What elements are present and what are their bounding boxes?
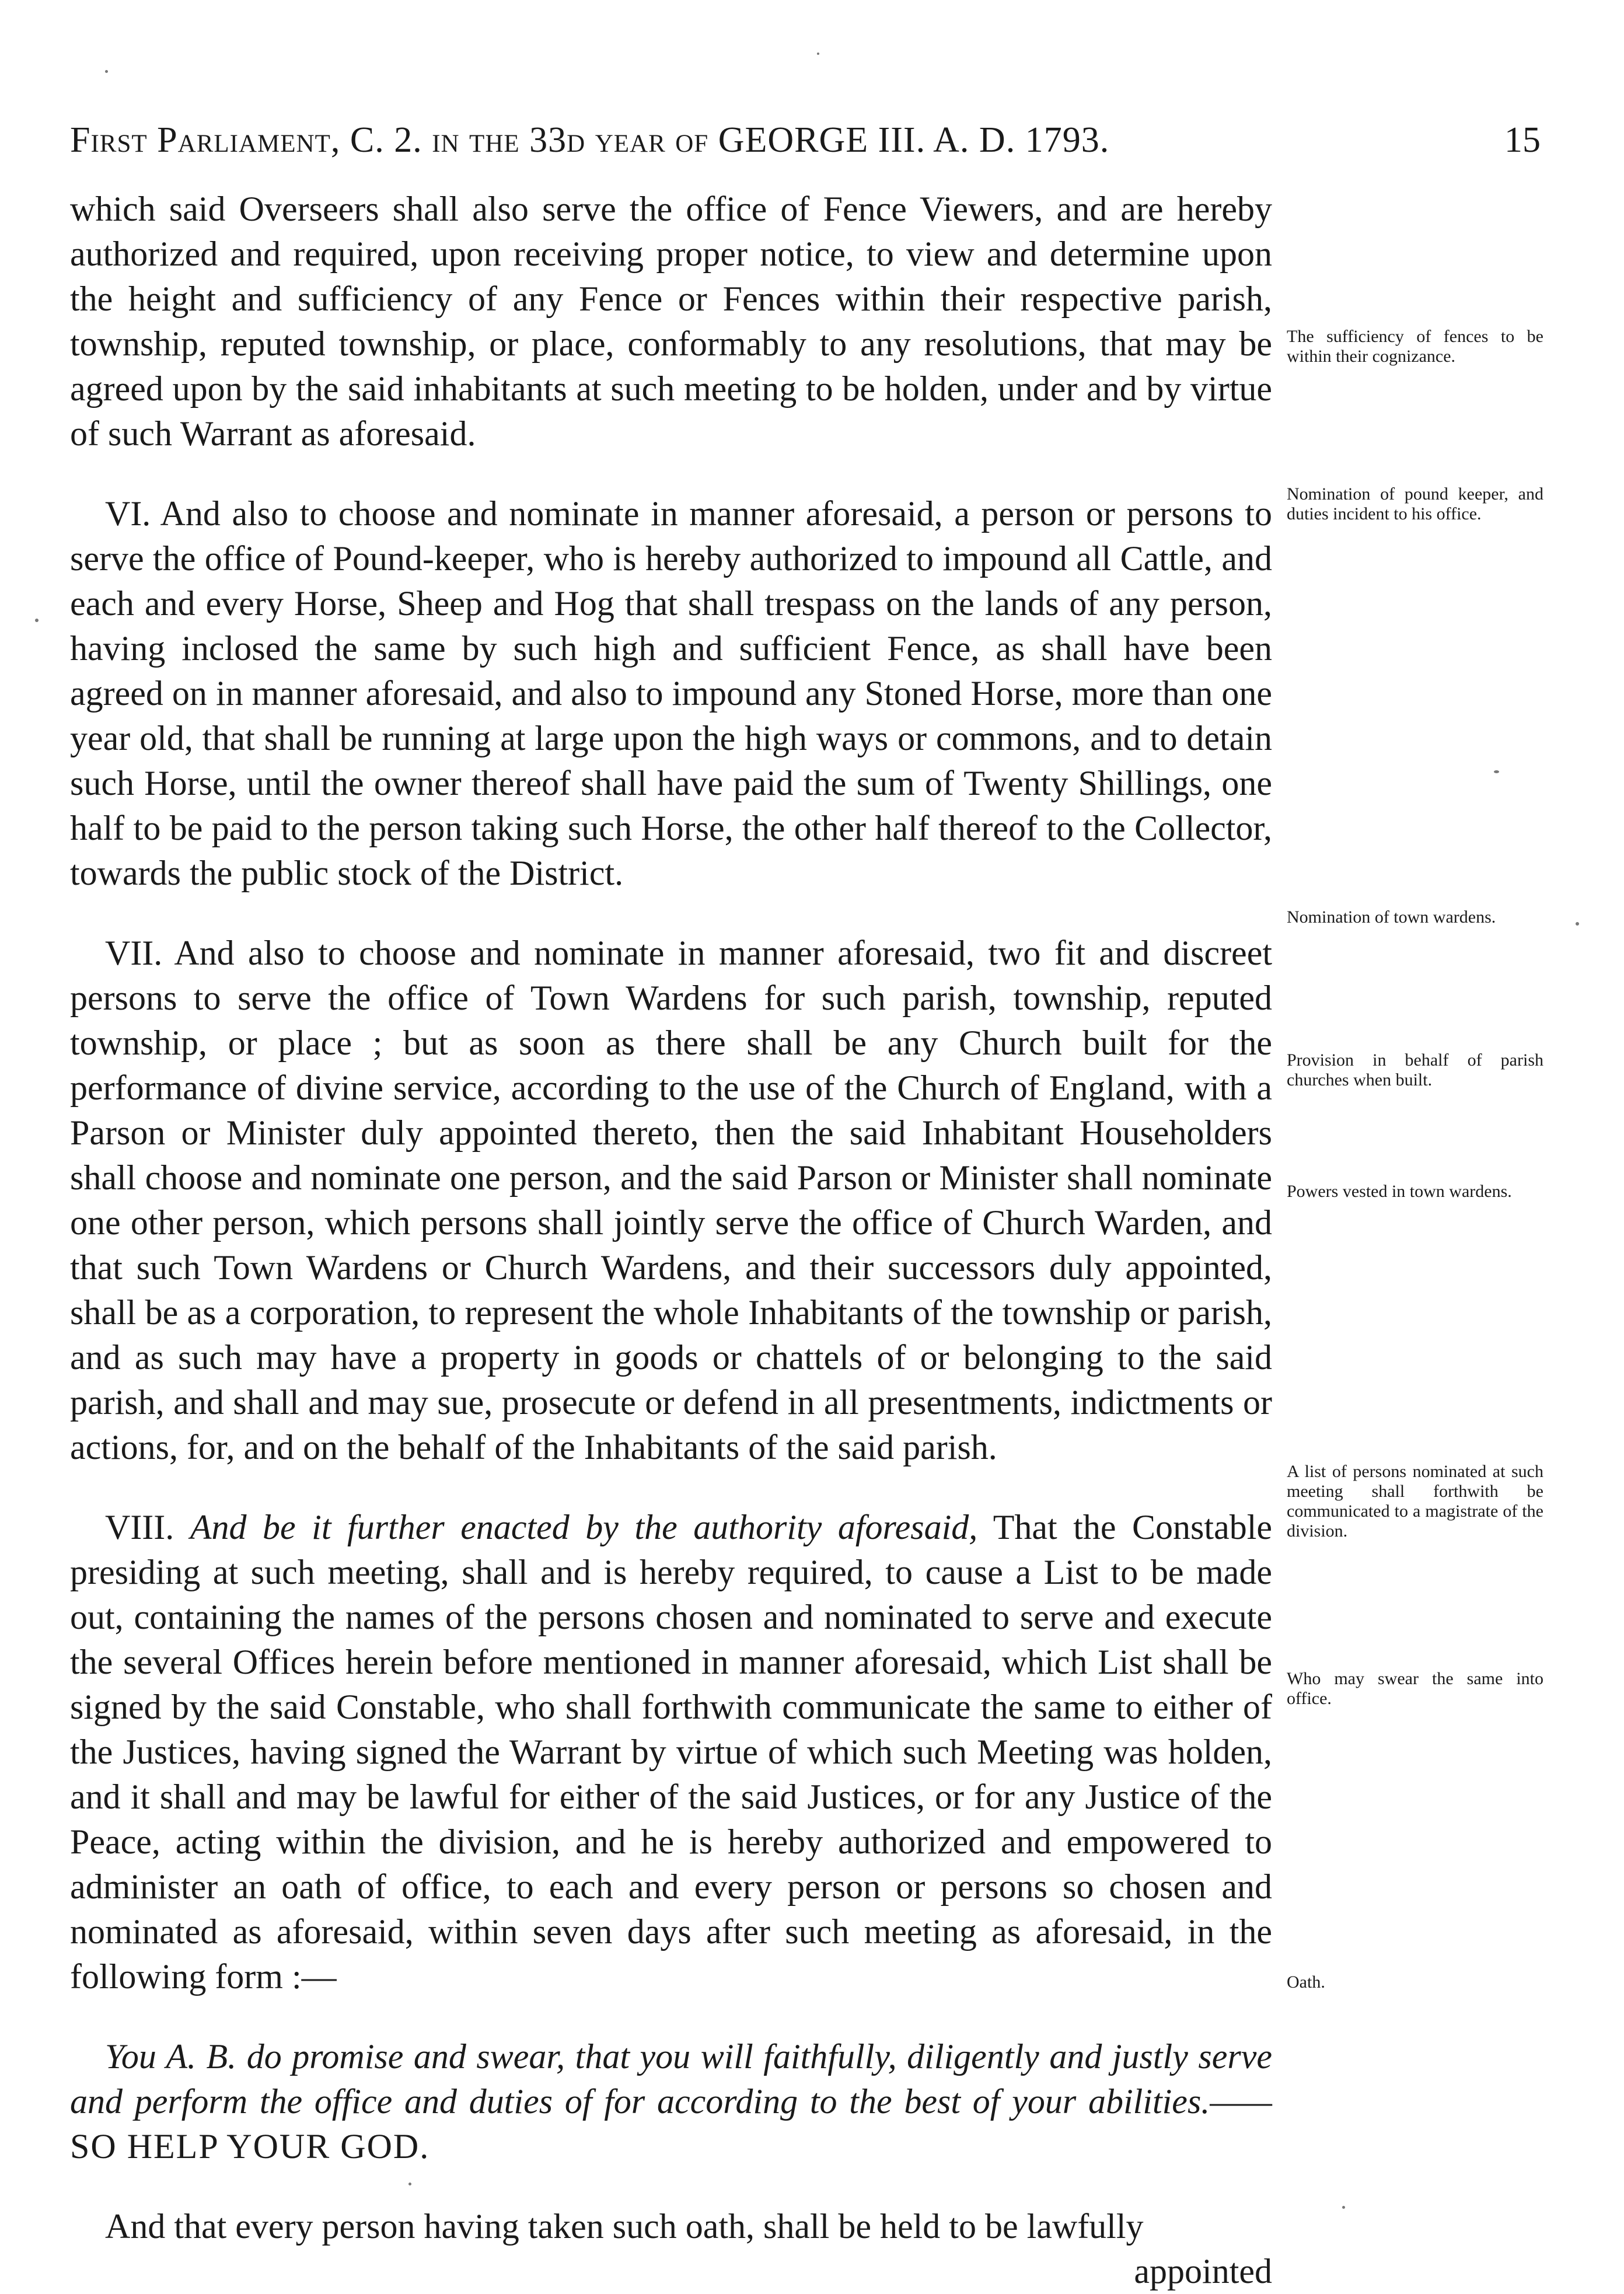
- marginal-note-pound-keeper: Nomination of pound keeper, and duties incident to his office.: [1287, 484, 1543, 523]
- marginal-note-town-wardens: Nomination of town wardens.: [1287, 907, 1496, 927]
- section-number: VIII.: [105, 1508, 174, 1546]
- running-head: First Parliament, C. 2. in the 33d year of GEORGE III. A. D. 1793.: [70, 120, 1110, 160]
- main-text-column: [70, 187, 1272, 2294]
- scan-speck: [1494, 770, 1499, 773]
- running-header: [70, 117, 1541, 163]
- scan-speck: [35, 619, 39, 622]
- page-number: 15: [1504, 120, 1541, 160]
- marginal-note-parish-churches: Provision in behalf of parish churches when built.: [1287, 1050, 1543, 1090]
- scan-speck: [105, 70, 108, 73]
- section-vii: VII. And also to choose and nominate in manner aforesaid, two fit and discreet persons to serve the office of Town Wardens for such parish, township, reputed township, or place ; but as soon as there shall be any Church built for the performance of divine service, according to the use of the Church of England, with a Parson or Minister duly appointed thereto, then the said Inhabitant Householders shall choose and nominate one person, and the said Parson or Minister shall nominate one other person, which persons shall jointly serve the office of Church Warden, and that such Town Wardens or Church Wardens, and their successors duly appointed, shall be as a corporation, to represent the whole Inhabitants of the township or parish, and as such may have a property in goods or chattels of or belonging to the said parish, and shall and may sue, prosecute or defend in all presentments, indictments or actions, for, and on the behalf of the Inhabitants of the said parish.: [70, 934, 1272, 1467]
- marginal-note-powers: Powers vested in town wardens.: [1287, 1182, 1512, 1201]
- catchword: appointed: [1134, 2252, 1272, 2290]
- marginal-note-list: A list of persons nominated at such meeting shall forthwith be communicated to a magistrate of the division.: [1287, 1462, 1543, 1541]
- marginal-note-oath: Oath.: [1287, 1972, 1325, 1992]
- final-paragraph: And that every person having taken such oath, shall be held to be lawfully: [105, 2207, 1144, 2246]
- marginal-note-swear: Who may swear the same into office.: [1287, 1669, 1543, 1708]
- marginal-note-fences: The sufficiency of fences to be within their cognizance.: [1287, 327, 1543, 366]
- section-vi: VI. And also to choose and nominate in manner aforesaid, a person or persons to serve the office of Pound-keeper, who is hereby authorized to impound all Cattle, and each and every Horse, Sheep and Hog that shall trespass on the lands of any person, having inclosed the same by such high and sufficient Fence, as shall have been agreed on in manner aforesaid, and also to impound any Stoned Horse, more than one year old, that shall be running at large upon the high ways or commons, and to detain such Horse, until the owner thereof shall have paid the sum of Twenty Shillings, one half to be paid to the person taking such Horse, the other half thereof to the Collector, towards the public stock of the District.: [70, 494, 1272, 892]
- oath-form: [70, 2034, 1272, 2169]
- enacting-clause: And be it further enacted by the authority aforesaid,: [190, 1508, 978, 1546]
- section-viii-text: That the Constable presiding at such meeting, shall and is hereby required, to cause a List to be made out, containing the names of the persons chosen and nominated to serve and execute the several Offices herein before mentioned in manner aforesaid, which List shall be signed by the said Constable, who shall forthwith communicate the same to either of the Justices, having signed the Warrant by virtue of which such Meeting was holden, and it shall and may be lawful for either of the said Justices, or for any Justice of the Peace, acting within the division, and he is hereby authorized and empowered to administer an oath of office, to each and every person or persons so chosen and nominated as aforesaid, within seven days after such meeting as aforesaid, in the following form :—: [70, 1508, 1272, 1996]
- scan-speck: [1342, 2206, 1345, 2209]
- oath-closing: SO HELP YOUR GOD.: [70, 2127, 430, 2166]
- scan-speck: [408, 2183, 411, 2185]
- section-viii: [70, 1505, 1272, 1999]
- oath-text: You A. B. do promise and swear, that you will faithfully, diligently and justly serve and perform the office and duties of for according to the best of your abilities.——: [70, 2037, 1272, 2121]
- scan-speck: [1576, 922, 1579, 926]
- paragraph-continuation: which said Overseers shall also serve the office of Fence Viewers, and are hereby authorized and required, upon receiving proper notice, to view and determine upon the height and sufficiency of any Fence or Fences within their respective parish, township, reputed township, or place, conformably to any resolutions, that may be agreed upon by the said inhabitants at such meeting to be holden, under and by virtue of such Warrant as aforesaid.: [70, 190, 1272, 453]
- scan-speck: [817, 53, 819, 55]
